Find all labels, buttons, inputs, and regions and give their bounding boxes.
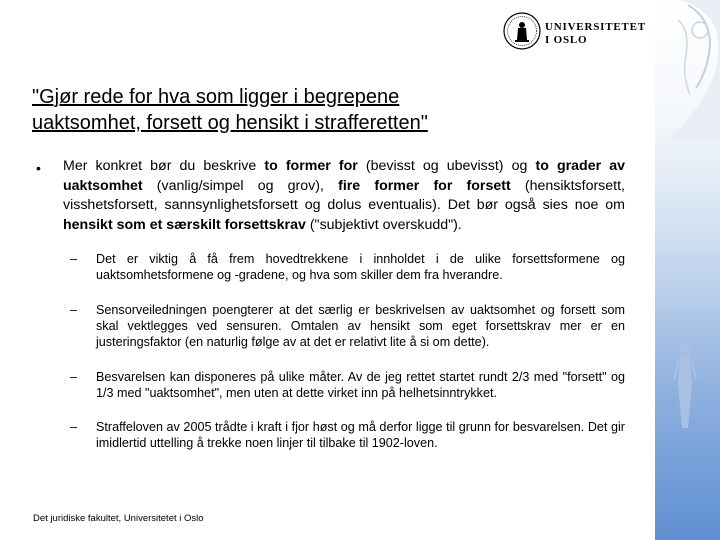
dash-marker: – <box>70 303 78 317</box>
dash-marker: – <box>70 252 78 266</box>
sub-bullet-text: Det er viktig å få frem hovedtrekkene i innholdet i de ulike forsettsformene og uaktsomhetsformene og -gradene, og hva som skiller dem fra hverandre. <box>96 252 625 282</box>
logo-text-line1: UNIVERSITETET <box>545 21 646 33</box>
slide-title <box>32 84 572 136</box>
bold-term: hensikt som et særskilt forsettskrav <box>63 216 306 233</box>
bullet-marker: • <box>36 160 41 176</box>
apollo-sculpture-image <box>660 0 720 140</box>
sub-bullet-text: Straffeloven av 2005 trådte i kraft i fjor høst og må derfor ligge til grunn for besvarelsen. Det gir imidlertid uttelling å trekke noen linjer til tilbake til 1902-loven. <box>96 420 625 450</box>
title-line1: "Gjør rede for hva som ligger i begrepene <box>32 86 400 108</box>
text-run: ("subjektivt overskudd"). <box>305 216 462 233</box>
text-run: (vanlig/simpel og grov), <box>142 177 339 194</box>
main-bullet-text <box>63 157 625 235</box>
dash-marker: – <box>70 420 78 434</box>
title-line2: uaktsomhet, forsett og hensikt i strafferetten" <box>32 112 428 134</box>
sub-bullet-text: Besvarelsen kan disponeres på ulike måter. Av de jeg rettet startet rundt 2/3 med "forsett" og 1/3 med "uaktsomhet", men uten at dette virket inn på helhetsinntrykket. <box>96 370 625 400</box>
text-run: Mer konkret bør du beskrive <box>63 158 265 174</box>
logo-text-line2: I OSLO <box>545 34 588 46</box>
dash-marker: – <box>70 370 78 384</box>
text-run: (bevisst og ubevisst) og <box>357 158 536 174</box>
university-logo[interactable] <box>503 12 653 52</box>
sub-bullet-text: Sensorveiledningen poengterer at det særlig er beskrivelsen av uaktsomhet og forsett som skal vektlegges ved sensuren. Omtalen av hensikt som eget forsettskrav mer er en justeringsfaktor (en naturlig følge av at det er relativt lite å si om dette). <box>96 303 625 349</box>
bold-term: fire former for forsett <box>338 177 511 194</box>
university-seal-icon <box>503 12 541 50</box>
bold-term: to grader av uaktsomhet <box>63 158 626 194</box>
statue-silhouette-image <box>672 340 698 430</box>
bold-term: to former for <box>264 158 358 174</box>
text-run: (hensiktsforsett, visshetsforsett, sannsynlighetsforsett og dolus eventualis). Det bør også sies noe om <box>63 177 625 213</box>
footer-text: Det juridiske fakultet, Universitetet i Oslo <box>33 513 204 524</box>
